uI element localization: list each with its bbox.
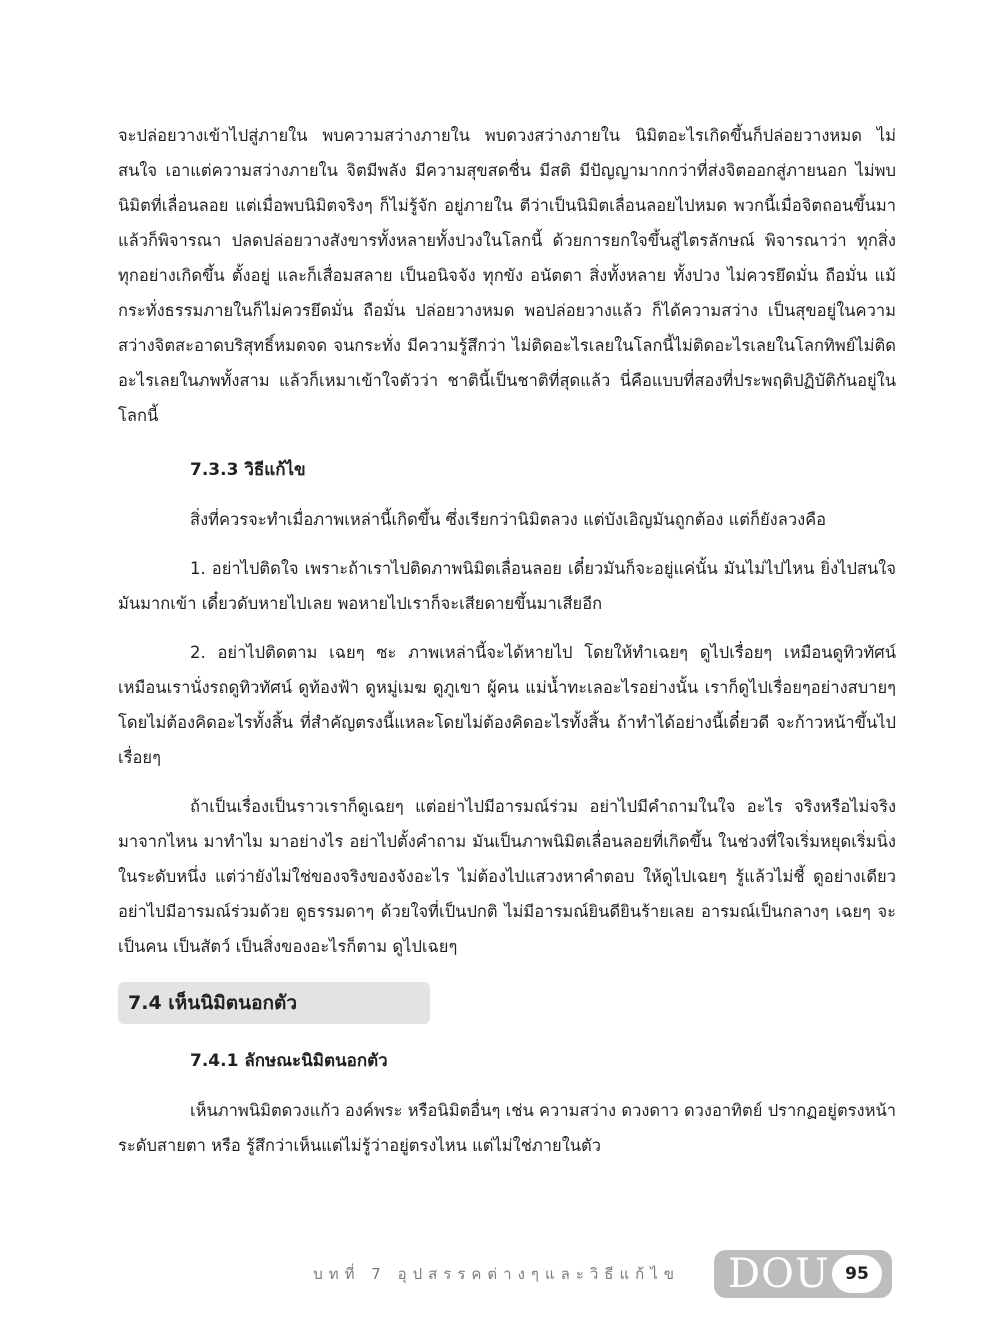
page-number: 95 bbox=[832, 1255, 882, 1293]
body-paragraph: สิ่งที่ควรจะทำเมื่อภาพเหล่านี้เกิดขึ้น ซึ่งเรียกว่านิมิตลวง แต่บังเอิญมันถูกต้อง แต่ก็ยังลวงคือ bbox=[190, 510, 827, 529]
body-paragraph: 2. อย่าไปติดตาม เฉยๆ ซะ ภาพเหล่านี้จะได้หายไป โดยให้ทำเฉยๆ ดูไปเรื่อยๆ เหมือนดูทิวทัศน์ เหมือนเรานั่งรถดูทิวทัศน์ ดูท้องฟ้า ดูหมู่เมฆ ดูภูเขา ผู้คน แม่น้ำทะเลอะไรอย่างนั้น เราก็ดูไปเรื่อยๆอย่างสบายๆ โดยไม่ต้องคิดอะไรทั้งสิ้น ที่สำคัญตรงนี้แหละโดยไม่ต้องคิดอะไรทั้งสิ้น ถ้าทำได้อย่างนี้เดี๋ยวดี จะก้าวหน้าขึ้นไปเรื่อยๆ bbox=[118, 643, 896, 767]
body-paragraph: จะปล่อยวางเข้าไปสู่ภายใน พบความสว่างภายใน พบดวงสว่างภายใน นิมิตอะไรเกิดขึ้นก็ปล่อยวางหมด ไม่สนใจ เอาแต่ความสว่างภายใน จิตมีพลัง มีความสุขสดชื่น มีสติ มีปัญญามากกว่าที่ส่งจิตออกสู่ภายนอก ไม่พบนิมิตที่เลื่อนลอย แต่เมื่อพบนิมิตจริงๆ ก็ไม่รู้จัก อยู่ภายใน ตีว่าเป็นนิมิตเลื่อนลอยไปหมด พวกนี้เมื่อจิตถอนขึ้นมาแล้วก็พิจารณา ปลดปล่อยวางสังขารทั้งหลายทั้งปวงในโลกนี้ ด้วยการยกใจขึ้นสู่ไตรลักษณ์ พิจารณาว่า ทุกสิ่งทุกอย่างเกิดขึ้น ตั้งอยู่ และก็เสื่อมสลาย เป็นอนิจจัง ทุกขัง อนัตตา สิ่งทั้งหลาย ทั้งปวง ไม่ควรยึดมั่น ถือมั่น แม้กระทั่งธรรมภายในก็ไม่ควรยึดมั่น ถือมั่น ปล่อยวางหมด พอปล่อยวางแล้ว ก็ได้ความสว่าง เป็นสุขอยู่ในความสว่างจิตสะอาดบริสุทธิ์หมดจด จนกระทั่ง มีความรู้สึกว่า ไม่ติดอะไรเลยในโลกนี้ไม่ติดอะไรเลยในโลกทิพย์ไม่ติดอะไรเลยในภพทั้งสาม แล้วก็เหมาเข้าใจตัวว่า ชาตินี้เป็นชาติที่สุดแล้ว นี่คือแบบที่สองที่ประพฤติปฏิบัติกันอยู่ในโลกนี้ bbox=[118, 126, 896, 425]
dou-logo: DOU bbox=[728, 1251, 830, 1297]
chapter-title: บทที่ 7 อุปสรรคต่างๆและวิธีแก้ไข bbox=[313, 1265, 680, 1283]
body-paragraph: เห็นภาพนิมิตดวงแก้ว องค์พระ หรือนิมิตอื่นๆ เช่น ความสว่าง ดวงดาว ดวงอาทิตย์ ปรากฏอยู่ตรงหน้าระดับสายตา หรือ รู้สึกว่าเห็นแต่ไม่รู้ว่าอยู่ตรงไหน แต่ไม่ใช่ภายในตัว bbox=[118, 1101, 896, 1155]
section-heading: 7.4 เห็นนิมิตนอกตัว bbox=[128, 992, 298, 1014]
subsection-heading: 7.3.3 วิธีแก้ไข bbox=[190, 460, 306, 480]
section-heading-bar bbox=[118, 982, 430, 1024]
body-paragraph: ถ้าเป็นเรื่องเป็นราวเราก็ดูเฉยๆ แต่อย่าไปมีอารมณ์ร่วม อย่าไปมีคำถามในใจ อะไร จริงหรือไม่จริง มาจากไหน มาทำไม มาอย่างไร อย่าไปตั้งคำถาม มันเป็นภาพนิมิตเลื่อนลอยที่เกิดขึ้น ในช่วงที่ใจเริ่มหยุดเริ่มนิ่งในระดับหนึ่ง แต่ว่ายังไม่ใช่ของจริงของจังอะไร ไม่ต้องไปแสวงหาคำตอบ ให้ดูไปเฉยๆ รู้แล้วไม่ชี้ ดูอย่างเดียว อย่าไปมีอารมณ์ร่วมด้วย ดูธรรมดาๆ ด้วยใจที่เป็นปกติ ไม่มีอารมณ์ยินดียินร้ายเลย อารมณ์เป็นกลางๆ เฉยๆ จะเป็นคน เป็นสัตว์ เป็นสิ่งของอะไรก็ตาม ดูไปเฉยๆ bbox=[118, 797, 896, 956]
subsection-heading: 7.4.1 ลักษณะนิมิตนอกตัว bbox=[190, 1051, 388, 1071]
page-content bbox=[118, 118, 896, 1163]
page-badge bbox=[714, 1250, 892, 1298]
page-footer bbox=[0, 1248, 1000, 1304]
body-paragraph: 1. อย่าไปติดใจ เพราะถ้าเราไปติดภาพนิมิตเลื่อนลอย เดี๋ยวมันก็จะอยู่แค่นั้น มันไม่ไปไหน ยิ่งไปสนใจมันมากเข้า เดี๋ยวดับหายไปเลย พอหายไปเราก็จะเสียดายขึ้นมาเสียอีก bbox=[118, 559, 896, 613]
